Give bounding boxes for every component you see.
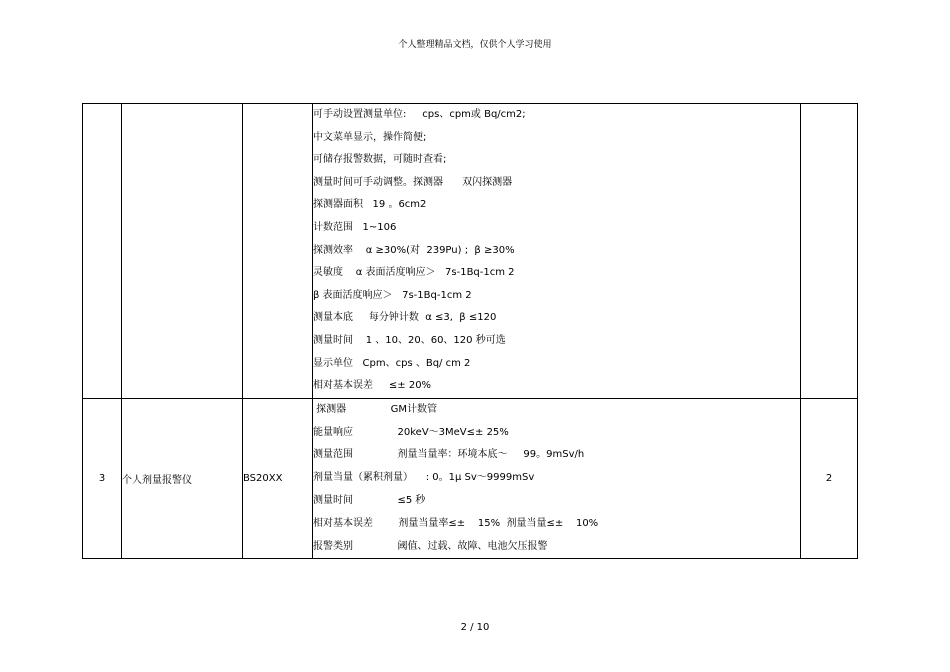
spec-line: 探测器面积 19 。6cm2	[313, 199, 427, 211]
spec-line: 测量时间可手动调整。探测器 双闪探测器	[313, 176, 513, 188]
item-quantity-cell: 2	[801, 398, 858, 559]
spec-line: 探测效率 α ≥30%(对 239Pu) ; β ≥30%	[313, 244, 515, 256]
spec-line: 计数范围 1~106	[313, 221, 397, 233]
spec-line: 中文菜单显示，操作简便;	[313, 131, 427, 143]
table-row	[83, 398, 858, 559]
spec-line: 能量响应 20keV～3MeV≤± 25%	[313, 426, 509, 438]
spec-line: 可储存报警数据，可随时查看;	[313, 154, 447, 166]
spec-line: β 表面活度响应＞ 7s-1Bq-1cm 2	[313, 289, 472, 301]
spec-line: 灵敏度 α 表面活度响应＞ 7s-1Bq-1cm 2	[313, 267, 515, 279]
spec-line: 相对基本误差 ≤± 20%	[313, 380, 432, 392]
item-name-cell: 个人剂量报警仪	[122, 398, 243, 559]
item-name-cell	[122, 104, 243, 399]
spec-line: 测量本底 每分钟计数 α ≤3, β ≤120	[313, 312, 497, 324]
page-header: 个人整理精品文档，仅供个人学习使用	[398, 40, 552, 50]
item-quantity-cell	[801, 104, 858, 399]
spec-line: 测量时间 1 、10、20、60、120 秒可选	[313, 334, 506, 346]
item-number-cell	[83, 104, 122, 399]
item-model-cell	[243, 104, 313, 399]
spec-line: 测量范围 剂量当量率：环境本底～ 99。9mSv/h	[313, 449, 585, 461]
spec-line: 剂量当量（累积剂量） : 0。1μ Sv～9999mSv	[313, 472, 535, 484]
spec-line: 测量时间 ≤5 秒	[313, 494, 426, 506]
item-number-cell: 3	[83, 398, 122, 559]
spec-line: 探测器 GM计数管	[313, 403, 438, 415]
item-specs-cell	[313, 104, 801, 399]
spec-line: 相对基本误差 剂量当量率≤± 15% 剂量当量≤± 10%	[313, 517, 599, 529]
equipment-spec-table	[82, 103, 858, 559]
page-number: 2 / 10	[460, 622, 490, 633]
table-row	[83, 104, 858, 399]
spec-line: 显示单位 Cpm、cps 、Bq/ cm 2	[313, 357, 471, 369]
spec-line: 报警类别 阈值、过载、故障、电池欠压报警	[313, 540, 548, 552]
item-model-cell: BS20XX	[243, 398, 313, 559]
item-specs-cell	[313, 398, 801, 559]
spec-line: 可手动设置测量单位: cps、cpm或 Bq/cm2;	[313, 109, 526, 120]
